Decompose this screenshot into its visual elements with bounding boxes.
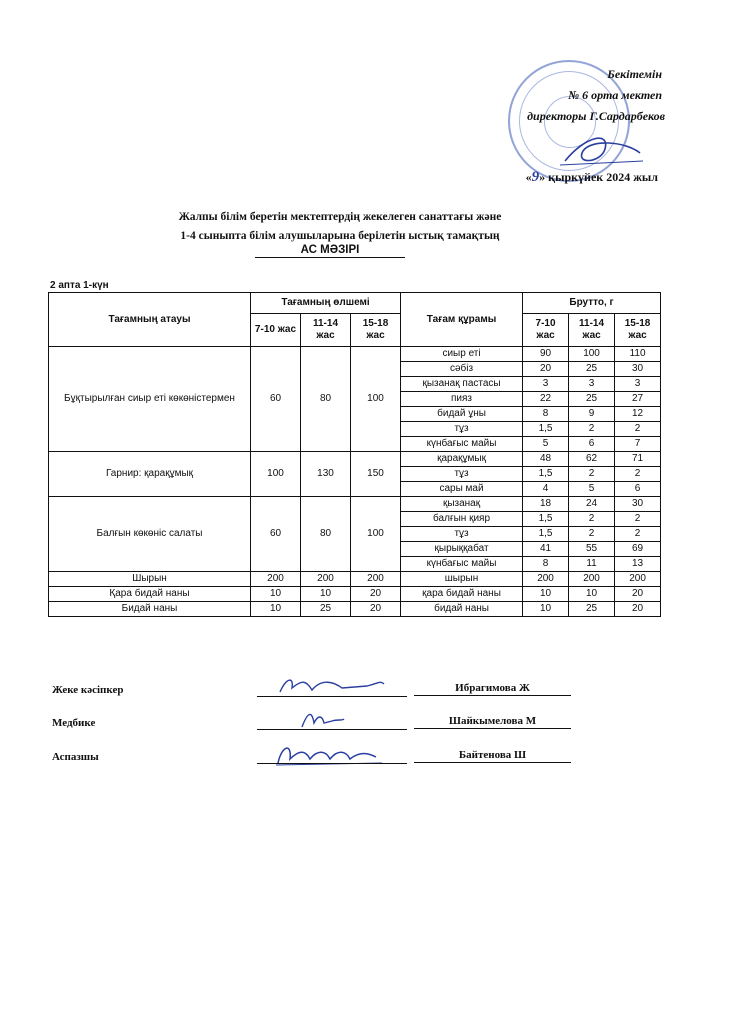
header-age: 11-14 жас bbox=[569, 314, 615, 347]
ingredient-name: сәбіз bbox=[401, 362, 523, 377]
brutto-value: 1,5 bbox=[523, 527, 569, 542]
table-row bbox=[49, 497, 661, 512]
ingredient-name: шырын bbox=[401, 572, 523, 587]
dish-name: Гарнир: қарақұмық bbox=[49, 452, 251, 497]
ingredient-name: сары май bbox=[401, 482, 523, 497]
brutto-value: 2 bbox=[615, 422, 661, 437]
signature-row bbox=[52, 680, 592, 700]
portion-value: 130 bbox=[301, 452, 351, 497]
brutto-value: 1,5 bbox=[523, 467, 569, 482]
brutto-value: 1,5 bbox=[523, 512, 569, 527]
portion-value: 200 bbox=[301, 572, 351, 587]
dish-name: Қара бидай наны bbox=[49, 587, 251, 602]
brutto-value: 13 bbox=[615, 557, 661, 572]
approval-date: «9» қыркүйек 2024 жыл bbox=[525, 169, 658, 185]
approval-block bbox=[480, 55, 680, 195]
brutto-value: 9 bbox=[569, 407, 615, 422]
brutto-value: 200 bbox=[569, 572, 615, 587]
portion-value: 10 bbox=[251, 602, 301, 617]
brutto-value: 6 bbox=[615, 482, 661, 497]
ingredient-name: пияз bbox=[401, 392, 523, 407]
portion-value: 200 bbox=[351, 572, 401, 587]
table-row bbox=[49, 347, 661, 362]
brutto-value: 10 bbox=[523, 602, 569, 617]
ingredient-name: тұз bbox=[401, 467, 523, 482]
brutto-value: 18 bbox=[523, 497, 569, 512]
document-title: АС МӘЗІРІ bbox=[255, 244, 405, 258]
brutto-value: 22 bbox=[523, 392, 569, 407]
handwritten-signature-icon bbox=[272, 741, 392, 769]
brutto-value: 30 bbox=[615, 497, 661, 512]
brutto-value: 5 bbox=[523, 437, 569, 452]
ingredient-name: балғын қияр bbox=[401, 512, 523, 527]
ingredient-name: бидай ұны bbox=[401, 407, 523, 422]
brutto-value: 30 bbox=[615, 362, 661, 377]
header-age: 11-14 жас bbox=[301, 314, 351, 347]
brutto-value: 69 bbox=[615, 542, 661, 557]
signature-role: Аспазшы bbox=[52, 751, 99, 763]
handwritten-signature-icon bbox=[272, 674, 392, 698]
brutto-value: 5 bbox=[569, 482, 615, 497]
dish-name: Бидай наны bbox=[49, 602, 251, 617]
portion-value: 150 bbox=[351, 452, 401, 497]
brutto-value: 20 bbox=[523, 362, 569, 377]
brutto-value: 71 bbox=[615, 452, 661, 467]
brutto-value: 2 bbox=[569, 422, 615, 437]
brutto-value: 1,5 bbox=[523, 422, 569, 437]
brutto-value: 110 bbox=[615, 347, 661, 362]
brutto-value: 3 bbox=[523, 377, 569, 392]
document-heading-line1: Жалпы білім беретін мектептердің жекелеген санаттағы және bbox=[178, 211, 502, 223]
brutto-value: 3 bbox=[569, 377, 615, 392]
day-label: 2 апта 1-күн bbox=[50, 280, 109, 291]
signature-row bbox=[52, 747, 592, 767]
header-age: 15-18 жас bbox=[351, 314, 401, 347]
brutto-value: 25 bbox=[569, 362, 615, 377]
handwritten-signature-icon bbox=[272, 707, 392, 731]
brutto-value: 3 bbox=[615, 377, 661, 392]
dish-name: Балғын көкөніс салаты bbox=[49, 497, 251, 572]
table-row bbox=[49, 602, 661, 617]
signature-row bbox=[52, 713, 592, 733]
brutto-value: 62 bbox=[569, 452, 615, 467]
dish-name: Шырын bbox=[49, 572, 251, 587]
brutto-value: 25 bbox=[569, 602, 615, 617]
brutto-value: 200 bbox=[523, 572, 569, 587]
brutto-value: 12 bbox=[615, 407, 661, 422]
portion-value: 60 bbox=[251, 347, 301, 452]
ingredient-name: тұз bbox=[401, 422, 523, 437]
brutto-value: 2 bbox=[615, 512, 661, 527]
brutto-value: 8 bbox=[523, 407, 569, 422]
brutto-value: 2 bbox=[569, 467, 615, 482]
table-row bbox=[49, 587, 661, 602]
signature-person: Ибрагимова Ж bbox=[414, 682, 571, 696]
portion-value: 80 bbox=[301, 347, 351, 452]
brutto-value: 200 bbox=[615, 572, 661, 587]
portion-value: 100 bbox=[351, 497, 401, 572]
header-age: 7-10 жас bbox=[523, 314, 569, 347]
brutto-value: 48 bbox=[523, 452, 569, 467]
brutto-value: 41 bbox=[523, 542, 569, 557]
brutto-value: 2 bbox=[569, 512, 615, 527]
header-dish-name: Тағамның атауы bbox=[49, 293, 251, 347]
approval-director: директоры Г.Сардарбеков bbox=[527, 109, 665, 123]
director-signature-icon bbox=[555, 131, 645, 171]
brutto-value: 7 bbox=[615, 437, 661, 452]
portion-value: 20 bbox=[351, 602, 401, 617]
brutto-value: 4 bbox=[523, 482, 569, 497]
signature-person: Байтенова Ш bbox=[414, 749, 571, 763]
brutto-value: 100 bbox=[569, 347, 615, 362]
brutto-value: 8 bbox=[523, 557, 569, 572]
header-composition: Тағам құрамы bbox=[401, 293, 523, 347]
ingredient-name: қызанақ bbox=[401, 497, 523, 512]
header-age: 15-18 жас bbox=[615, 314, 661, 347]
brutto-value: 20 bbox=[615, 587, 661, 602]
approval-title: Бекітемін bbox=[607, 67, 662, 81]
brutto-value: 25 bbox=[569, 392, 615, 407]
ingredient-name: қырыққабат bbox=[401, 542, 523, 557]
ingredient-name: қара бидай наны bbox=[401, 587, 523, 602]
ingredient-name: қарақұмық bbox=[401, 452, 523, 467]
header-portion: Тағамның өлшемі bbox=[251, 293, 401, 314]
portion-value: 10 bbox=[251, 587, 301, 602]
ingredient-name: күнбағыс майы bbox=[401, 557, 523, 572]
portion-value: 100 bbox=[251, 452, 301, 497]
brutto-value: 90 bbox=[523, 347, 569, 362]
signature-role: Медбике bbox=[52, 717, 96, 729]
ingredient-name: бидай наны bbox=[401, 602, 523, 617]
brutto-value: 11 bbox=[569, 557, 615, 572]
ingredient-name: қызанақ пастасы bbox=[401, 377, 523, 392]
brutto-value: 6 bbox=[569, 437, 615, 452]
signature-person: Шайкымелова М bbox=[414, 715, 571, 729]
brutto-value: 24 bbox=[569, 497, 615, 512]
ingredient-name: күнбағыс майы bbox=[401, 437, 523, 452]
brutto-value: 10 bbox=[569, 587, 615, 602]
brutto-value: 2 bbox=[615, 527, 661, 542]
document-heading-line2: 1-4 сыныпта білім алушыларына берілетін ыстық тамақтың bbox=[180, 230, 500, 242]
menu-table-body bbox=[49, 347, 661, 617]
brutto-value: 55 bbox=[569, 542, 615, 557]
brutto-value: 20 bbox=[615, 602, 661, 617]
portion-value: 25 bbox=[301, 602, 351, 617]
portion-value: 10 bbox=[301, 587, 351, 602]
portion-value: 60 bbox=[251, 497, 301, 572]
menu-table bbox=[48, 292, 661, 617]
brutto-value: 27 bbox=[615, 392, 661, 407]
header-brutto: Брутто, г bbox=[523, 293, 661, 314]
ingredient-name: сиыр еті bbox=[401, 347, 523, 362]
brutto-value: 10 bbox=[523, 587, 569, 602]
header-age: 7-10 жас bbox=[251, 314, 301, 347]
brutto-value: 2 bbox=[615, 467, 661, 482]
portion-value: 20 bbox=[351, 587, 401, 602]
dish-name: Бұқтырылған сиыр еті көкөністермен bbox=[49, 347, 251, 452]
portion-value: 200 bbox=[251, 572, 301, 587]
signature-role: Жеке кәсіпкер bbox=[52, 684, 124, 696]
portion-value: 80 bbox=[301, 497, 351, 572]
table-row bbox=[49, 572, 661, 587]
ingredient-name: тұз bbox=[401, 527, 523, 542]
approval-school: № 6 орта мектеп bbox=[568, 88, 662, 102]
portion-value: 100 bbox=[351, 347, 401, 452]
brutto-value: 2 bbox=[569, 527, 615, 542]
table-row bbox=[49, 452, 661, 467]
